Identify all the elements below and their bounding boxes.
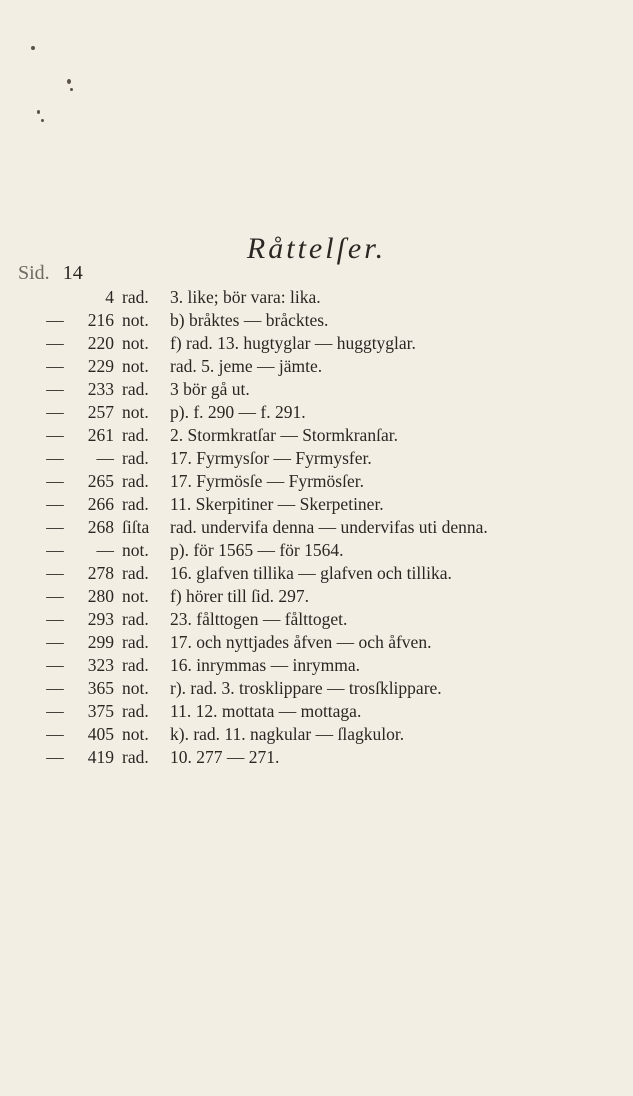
row-page: 323 — [87, 655, 114, 675]
row-correction: f) hörer till ſid. 297. — [170, 586, 310, 606]
row-dash: — — [46, 471, 64, 491]
row-location: not. — [122, 333, 149, 353]
row-dash: — — [46, 586, 64, 606]
errata-row — [0, 608, 633, 631]
row-correction: b) bråktes — bråcktes. — [170, 310, 329, 330]
row-page: 293 — [87, 609, 114, 629]
row-correction: r). rad. 3. trosklippare — trosſklippare. — [170, 678, 442, 698]
row-page: 220 — [87, 333, 114, 353]
row-dash: — — [46, 540, 64, 560]
errata-row — [0, 539, 633, 562]
row-location: not. — [122, 356, 149, 376]
errata-row — [0, 654, 633, 677]
row-correction: rad. 5. jeme — jämte. — [170, 356, 323, 376]
row-correction: rad. undervifa denna — undervifas uti denna. — [170, 517, 488, 537]
errata-row — [0, 470, 633, 493]
errata-row — [0, 447, 633, 470]
row-dash: — — [46, 517, 64, 537]
errata-row — [0, 309, 633, 332]
row-location: not. — [122, 402, 149, 422]
row-location: rad. — [122, 655, 149, 675]
row-correction: p). för 1565 — för 1564. — [170, 540, 344, 560]
row-location: not. — [122, 540, 149, 560]
row-location: rad. — [122, 379, 149, 399]
row-dash: — — [46, 747, 64, 767]
row-dash: — — [46, 310, 64, 330]
sid-header — [18, 262, 83, 285]
row-dash: — — [46, 563, 64, 583]
row-correction: 23. fålttogen — fålttoget. — [170, 609, 348, 629]
row-page: — — [96, 448, 114, 468]
row-correction: 17. Fyrmysſor — Fyrmysfer. — [170, 448, 372, 468]
row-dash: — — [46, 356, 64, 376]
row-page: 405 — [87, 724, 114, 744]
row-dash: — — [46, 609, 64, 629]
errata-row — [0, 516, 633, 539]
row-dash: — — [46, 678, 64, 698]
row-location: rad. — [122, 494, 149, 514]
errata-row — [0, 424, 633, 447]
row-location: rad. — [122, 448, 149, 468]
first-page-number: 14 — [62, 262, 83, 284]
errata-row — [0, 562, 633, 585]
row-location: rad. — [122, 287, 149, 307]
row-correction: 10. 277 — 271. — [170, 747, 280, 767]
errata-row — [0, 746, 633, 769]
row-location: rad. — [122, 632, 149, 652]
row-location: not. — [122, 678, 149, 698]
row-page: 216 — [87, 310, 114, 330]
row-dash: — — [46, 701, 64, 721]
row-correction: 3. like; bör vara: lika. — [170, 287, 321, 307]
row-page: 299 — [87, 632, 114, 652]
errata-row — [0, 493, 633, 516]
row-correction: 11. Skerpitiner — Skerpetiner. — [170, 494, 384, 514]
row-page: 280 — [87, 586, 114, 606]
row-page: 278 — [87, 563, 114, 583]
page-title: Råttelſer. — [246, 232, 387, 265]
row-correction: 16. inrymmas — inrymma. — [170, 655, 361, 675]
errata-row — [0, 286, 633, 309]
errata-row — [0, 677, 633, 700]
row-dash: — — [46, 632, 64, 652]
ink-speck — [31, 46, 35, 50]
errata-row — [0, 631, 633, 654]
row-correction: 16. glafven tillika — glafven och tillika. — [170, 563, 452, 583]
errata-row — [0, 700, 633, 723]
row-page: 375 — [87, 701, 114, 721]
errata-row — [0, 332, 633, 355]
row-location: rad. — [122, 563, 149, 583]
row-page: 265 — [87, 471, 114, 491]
row-dash: — — [46, 425, 64, 445]
row-correction: 3 bör gå ut. — [170, 379, 250, 399]
row-page: 365 — [87, 678, 114, 698]
row-location: not. — [122, 724, 149, 744]
row-correction: 17. Fyrmösſe — Fyrmösſer. — [170, 471, 364, 491]
row-dash: — — [46, 724, 64, 744]
row-correction: k). rad. 11. nagkular — ſlagkulor. — [170, 724, 405, 744]
row-page: — — [96, 540, 114, 560]
sid-label: Sid. — [18, 262, 50, 284]
row-page: 268 — [87, 517, 114, 537]
row-correction: f) rad. 13. hugtyglar — huggtyglar. — [170, 333, 416, 353]
row-dash: — — [46, 379, 64, 399]
row-dash: — — [46, 333, 64, 353]
row-correction: 2. Stormkratſar — Stormkranſar. — [170, 425, 398, 445]
ink-speck — [37, 110, 40, 114]
row-location: rad. — [122, 747, 149, 767]
errata-row — [0, 401, 633, 424]
row-page: 419 — [87, 747, 114, 767]
errata-row — [0, 585, 633, 608]
row-page: 4 — [105, 287, 114, 307]
row-location: ſiſta — [122, 517, 150, 537]
row-location: not. — [122, 310, 149, 330]
row-location: rad. — [122, 471, 149, 491]
ink-speck — [67, 79, 71, 84]
errata-row — [0, 378, 633, 401]
row-correction: p). f. 290 — f. 291. — [170, 402, 306, 422]
errata-row — [0, 355, 633, 378]
row-page: 233 — [87, 379, 114, 399]
row-page: 229 — [87, 356, 114, 376]
row-dash: — — [46, 494, 64, 514]
ink-speck — [70, 88, 73, 91]
row-location: rad. — [122, 609, 149, 629]
row-location: rad. — [122, 425, 149, 445]
row-correction: 17. och nyttjades åfven — och åfven. — [170, 632, 432, 652]
row-page: 261 — [87, 425, 114, 445]
row-location: not. — [122, 586, 149, 606]
row-dash: — — [46, 402, 64, 422]
errata-row — [0, 723, 633, 746]
row-location: rad. — [122, 701, 149, 721]
row-page: 266 — [87, 494, 114, 514]
row-page: 257 — [87, 402, 114, 422]
row-correction: 11. 12. mottata — mottaga. — [170, 701, 362, 721]
ink-speck — [41, 119, 44, 122]
row-dash: — — [46, 655, 64, 675]
row-dash: — — [46, 448, 64, 468]
